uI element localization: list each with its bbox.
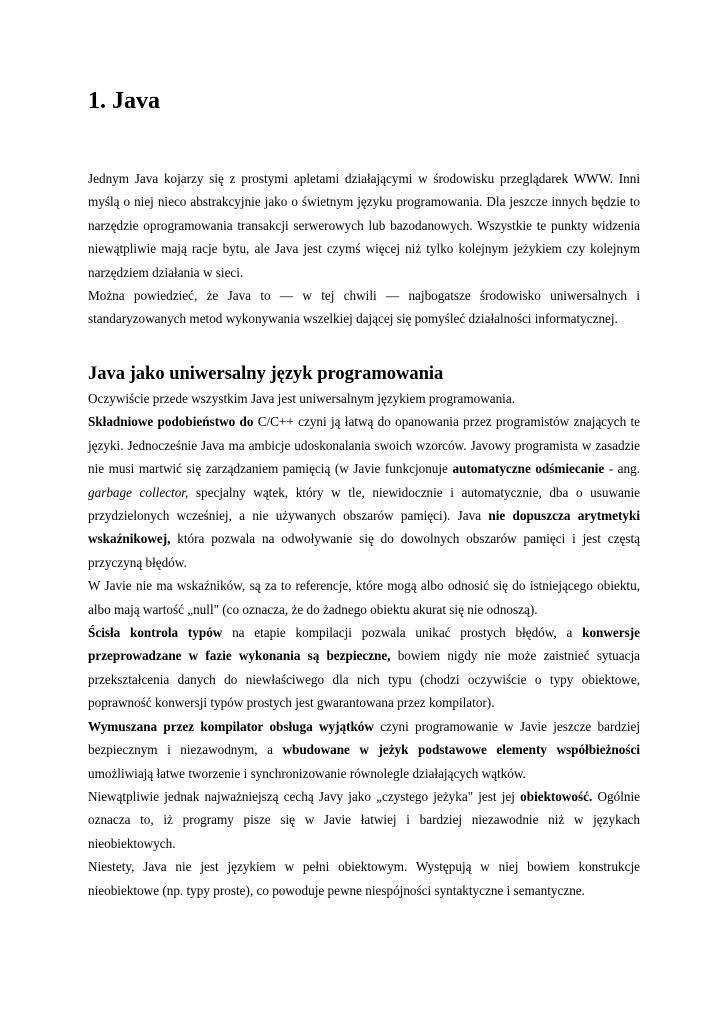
text-segment: na etapie kompilacji pozwala unikać prostych błędów, a: [222, 625, 583, 641]
text-segment: specjalny wątek, który w tle, niewidocznie i automatycznie, dba o usuwanie przydzielonych wcześniej, a nie używanych obszarów pamięci). Java: [88, 484, 640, 524]
text-segment: Ogólnie oznacza to, iż programy pisze się w Javie łatwiej i bardziej niezawodnie niż w językach nieobiektowych.: [88, 788, 640, 851]
paragraph: [88, 284, 640, 331]
section-body: [88, 387, 640, 902]
italic-text: garbage collector,: [88, 484, 189, 500]
paragraph: [88, 785, 640, 855]
bold-text: obiektowość.: [520, 788, 593, 804]
bold-text: konwersje przeprowadzane w fazie wykonania są bezpieczne,: [88, 625, 640, 664]
paragraph: [88, 715, 640, 785]
text-segment: - ang.: [604, 461, 640, 477]
paragraph: [88, 410, 640, 574]
text-segment: Oczywiście przede wszystkim Java jest uniwersalnym językiem programowania.: [88, 391, 515, 406]
intro-section: [88, 167, 640, 331]
text-segment: czyni programowanie w Javie jeszcze bardziej bezpiecznym i niezawodnym, a: [88, 718, 641, 758]
paragraph: [88, 387, 640, 410]
text-segment: Niewątpliwie jednak najważniejszą cechą Javy jako „czystego jeżyka" jest jej: [88, 788, 521, 804]
paragraph: [88, 621, 640, 715]
bold-text: automatyczne odśmiecanie: [452, 461, 605, 477]
text-segment: umożliwiają łatwe tworzenie i synchronizowanie równolegle działających wątków.: [88, 765, 526, 781]
text-segment: Niestety, Java nie jest językiem w pełni obiektowym. Występują w niej bowiem konstrukcje nieobiektowe (np. typy proste), co powoduje pewne niespójności syntaktyczne i semantyczne.: [88, 859, 640, 898]
bold-text: wbudowane w jeżyk podstawowe elementy współbieżności: [282, 742, 641, 758]
text-segment: Można powiedzieć, że Java to — w tej chwili — najbogatsze środowisko uniwersalnych i standaryzowanych metod wykonywania wszelkiej dającej się pomyśleć działalności informatycznej.: [88, 288, 640, 327]
text-segment: która pozwala na odwoływanie się do dowolnych obszarów pamięci i jest częstą przyczyną błędów.: [88, 531, 640, 570]
text-segment: W Javie nie ma wskaźników, są za to referencje, które mogą albo odnosić się do istniejącego obiektu, albo mają wartość „null" (co oznacza, że do żadnego obiektu akurat się nie odnoszą).: [88, 578, 640, 617]
bold-text: Wymuszana przez kompilator obsługa wyjątków: [88, 718, 374, 734]
text-segment: bowiem nigdy nie może zaistnieć sytuacja przekształcenia danych do niewłaściwego dla nich typu (chodzi oczywiście o typy obiektowe, poprawność konwersji typów prostych jest gwarantowana przez kompilator).: [88, 648, 640, 711]
bold-text: Ścisła kontrola typów: [88, 625, 223, 641]
paragraph: [88, 855, 640, 902]
bold-text: nie dopuszcza arytmetyki wskaźnikowej,: [88, 508, 640, 547]
page-title: 1. Java: [88, 88, 160, 114]
text-segment: Jednym Java kojarzy się z prostymi apletami działającymi w środowisku przeglądarek WWW. Inni myślą o niej nieco abstrakcyjnie jako o świetnym języku programowania. Dla jeszcze innych będzie to narzędzie oprogramowania transakcji serwerowych lub bazodanowych. Wszystkie te punkty widzenia niewątpliwie mają racje bytu, ale Java jest czymś więcej niż tylko kolejnym jeżykiem czy kolejnym narzędziem działania w sieci.: [88, 171, 640, 280]
bold-text: Składniowe podobieństwo do: [88, 414, 254, 430]
paragraph: [88, 167, 640, 284]
text-segment: C/C++ czyni ją łatwą do opanowania przez programistów znających te języki. Jednocześnie Java ma ambicje udoskonalania swoich wzorców. Javowy programista w zasadzie nie musi martwić się zarządzaniem pamięcią (w Javie funkcjonuje: [88, 414, 640, 477]
paragraph: [88, 574, 640, 621]
section-heading: Java jako uniwersalny język programowania: [88, 364, 444, 384]
